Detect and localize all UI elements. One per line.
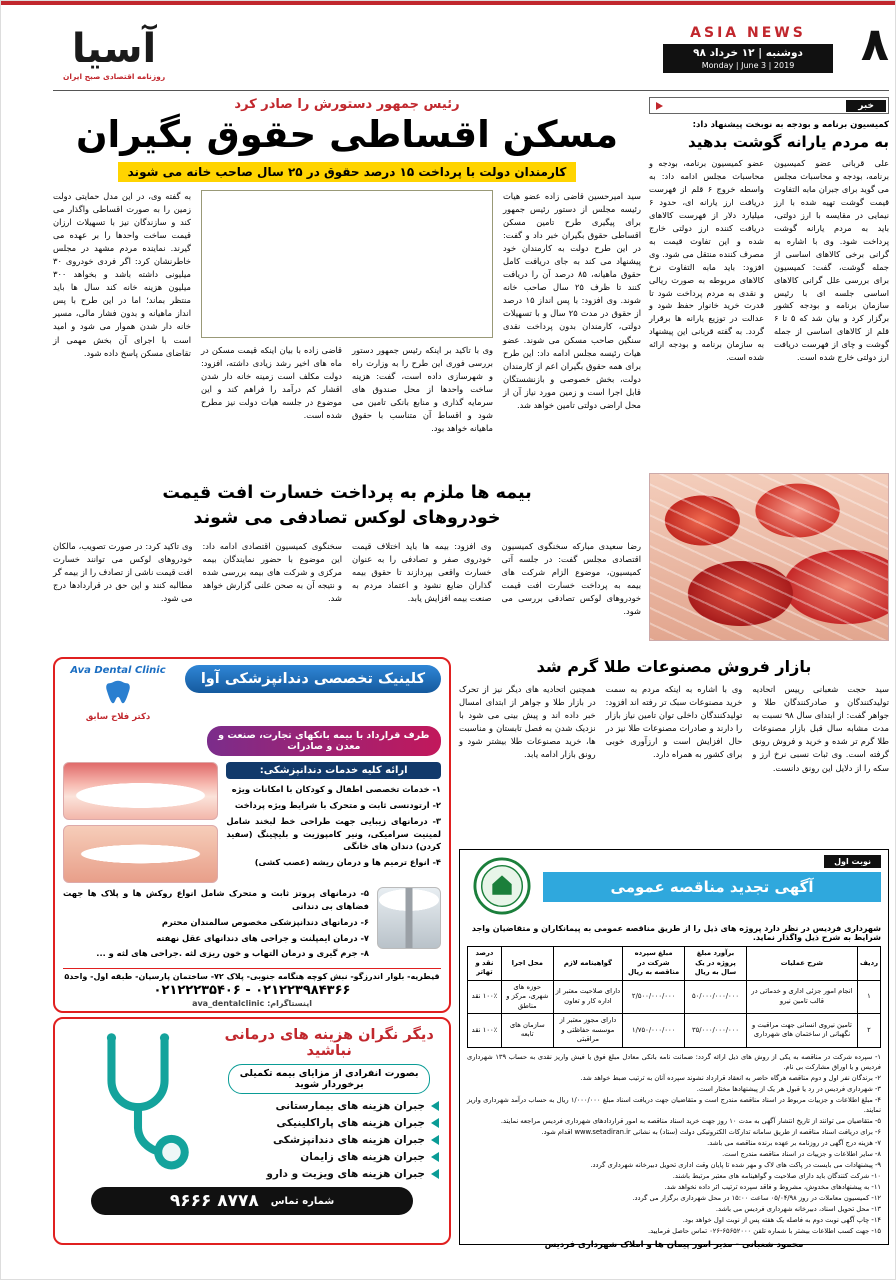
benefit-item: [219, 1134, 439, 1146]
tender-table: [467, 946, 881, 1048]
headline-line: خودروهای لوکس تصادفی می شوند: [193, 508, 501, 529]
tender-note: ۱۴- چاپ آگهی نوبت دوم به فاصله یک هفته پس از نوبت اول خواهد بود.: [682, 1216, 881, 1225]
article-subtitle: کارمندان دولت با پرداخت ۱۵ درصد حقوق در ۲۵ سال صاحب خانه می شوند: [118, 162, 577, 182]
cell-cash: ۱۰۰٪ نقد: [468, 1014, 502, 1048]
arrow-bullet-icon: [431, 1118, 439, 1128]
benefit-label: جبران هزینه های دندانپزشکی: [273, 1134, 425, 1146]
tender-note: ۱۲- کمیسیون معاملات در روز ۰۵/۰۴/۹۸ ساعت ۱۵:۰۰ در محل شهرداری برگزار می گردد.: [632, 1194, 881, 1203]
body-column: علی قربانی عضو کمیسیون برنامه، بودجه و محاسبات مجلس می گوید برای جبران مابه التفاوت قیمت گوشت تهیه شده با ارز نیمایی در مقایسه با ارز دولتی، باید به مردم یارانه گوشت پرداخت شود. وی با اشاره به گرانی برخی کالاهای اساسی از جمله گوشت، گفت: کمیسیون برای بررسی علل گرانی کالاهای اساسی جلسه ای با رئیس سازمان برنامه و بودجه کشور برگزار کرد و بیان شد که ۵ تا ۶ قلم از کالاهای اساسی از جمله گوشت و چای از فهرست دریافت ارز دولتی خارج شده است.: [774, 158, 889, 363]
date-box: [663, 44, 833, 73]
cell-cash: ۱۰۰٪ نقد: [468, 980, 502, 1014]
article-kicker: رئیس جمهور دستورش را صادر کرد: [234, 97, 460, 112]
service-item: ۸- جرم گیری و درمان التهاب و خون ریزی لثه .جراحی های لثه و ...: [96, 948, 369, 959]
service-item: ۲- ارتودنسی ثابت و متحرک با شرایط ویژه پرداخت: [234, 799, 441, 810]
municipality-emblem-icon: [473, 857, 531, 915]
body-column: قاضی زاده با بیان اینکه قیمت مسکن در ماه های اخیر رشد زیادی داشته، افزود: دولت مکلف است زمینه خانه دار شدن اقشار کم درآمد را فراهم کند و این موضوع در جلسه هیات دولت نیز مطرح شده است.: [201, 344, 342, 421]
tender-note: ۸- سایر اطلاعات و جزییات در اسناد مناقصه مندرج است.: [722, 1150, 881, 1159]
services-list-a: [226, 783, 441, 869]
article-headline: بازار فروش مصنوعات طلا گرم شد: [536, 657, 812, 676]
article-center: [201, 190, 493, 448]
tender-signature: محمود شعبانی - مدیر امور پیمان ها و املاک شهرداری فردیس: [544, 1240, 804, 1251]
benefit-label: جبران هزینه های بیمارستانی: [275, 1100, 425, 1112]
stethoscope-image: [65, 1027, 211, 1185]
brand-name: ASIA NEWS: [690, 25, 806, 41]
cell-no: ۲: [857, 1014, 880, 1048]
body-column: وی تاکید کرد: در صورت تصویب، مالکان خودروهای لوکس می توانند خسارت افت قیمت ناشی از تصادف را از بیمه گر مطالبه کنند و این حق در قراردادها درج می شود.: [53, 540, 193, 604]
body-column: به گفته وی، در این مدل حمایتی دولت زمین را به صورت اقساطی واگذار می کند و سازندگان نیز با تسهیلات ارزان قیمت ساخت واحدها را بر عهده می گیرند. نماینده مردم مشهد در مجلس خاطرنشان کرد: اگر فردی خودروی ۳۰ میلیونی داشته باشد و بخواهد ۳۰۰ میلیون هزینه خانه کند سال ها باید منتظر بماند؛ اما در این طرح با پس انداز ماهیانه و بدون فشار مالی، مسیر خانه دار شدن هموار می شود و امید است با اجرای آن بخش مهمی از تقاضای مسکن پاسخ داده شود.: [53, 190, 191, 358]
cell-deposit: ۱/۷۵۰/۰۰۰/۰۰۰: [623, 1014, 685, 1048]
col-header: شرح عملیات: [746, 947, 857, 981]
benefit-label: جبران هزینه های ویزیت و دارو: [266, 1168, 425, 1180]
tender-note: ۹- پیشنهادات می بایست در پاکت های لاک و مهر شده تا پایان وقت اداری تحویل دبیرخانه شهرداری گردد.: [590, 1161, 881, 1170]
table-header-row: [468, 947, 881, 981]
arrow-bullet-icon: [431, 1135, 439, 1145]
services-list-b: [63, 887, 369, 963]
tender-note: ۱- سپرده شرکت در مناقصه به یکی از روش های ذیل ارائه گردد: ضمانت نامه بانکی معادل مبلغ فوق یا فیش واریز نقدی به حساب ۱۳۹ شهرداری فردیس و یا اوراق مشارکت بی نام.: [467, 1052, 881, 1071]
date-persian: دوشنبه | ۱۲ خرداد ۹۸: [693, 47, 803, 59]
ad-content: [65, 1027, 439, 1185]
tooth-icon: [103, 677, 133, 707]
ad-footer: [63, 968, 441, 1008]
benefit-item: [219, 1100, 439, 1112]
table-row: [468, 1014, 881, 1048]
tender-note: ۵- متقاضیان می توانند از تاریخ انتشار آگهی به مدت ۱۰ روز جهت خرید اسناد مناقصه به امور قراردادهای شهرداری فردیس مراجعه نمایند.: [500, 1116, 881, 1125]
benefit-item: [219, 1168, 439, 1180]
article-body: [53, 540, 641, 644]
table-row: [468, 980, 881, 1014]
section-label: خبر: [846, 100, 886, 112]
clinic-title: کلینیک تخصصی دندانپزشکی آوا: [185, 665, 441, 693]
tender-note: ۱۰- شرکت کنندگان باید دارای صلاحیت و گواهینامه های معتبر مرتبط باشند.: [672, 1172, 881, 1181]
arrow-bullet-icon: [431, 1169, 439, 1179]
arrow-bullet-icon: [431, 1101, 439, 1111]
clinic-name-en: Ava Dental Clinic: [70, 665, 166, 676]
service-item: ۷- درمان ایمپلنت و جراحی های دندانهای عقل نهفته: [156, 932, 369, 943]
gold-article: [459, 657, 889, 845]
phone-number: ۹۶۶۶ ۸۷۷۸: [169, 1191, 259, 1211]
article-headline: [53, 481, 641, 532]
article-body: [459, 683, 889, 833]
insurance-article: [53, 481, 641, 653]
cell-location: سازمان های تابعه: [501, 1014, 553, 1048]
phone-label: شماره تماس: [270, 1195, 335, 1207]
tender-note: ۳- شهرداری فردیس در رد یا قبول هر یک از پیشنهادها مختار است.: [696, 1084, 881, 1093]
tender-notice: [459, 849, 889, 1251]
col-header: درصد نقد و تهاتر: [468, 947, 502, 981]
body-column: رضا سعیدی مبارکه سخنگوی کمیسیون اقتصادی مجلس گفت: در جلسه آتی کمیسیون، موضوع الزام شرکت های بیمه به پرداخت خسارت افت قیمت خودروهای لوکس تصادفی بررسی می شود.: [501, 540, 641, 617]
cell-deposit: ۲/۵۰۰/۰۰۰/۰۰۰: [623, 980, 685, 1014]
meat-photo: [649, 473, 889, 641]
services-block: [226, 762, 441, 883]
col-header: محل اجرا: [501, 947, 553, 981]
tender-note: ۴- مبلغ اطلاعات و جزییات مربوط در اسناد مناقصه مندرج است و متقاضیان جهت دریافت اسناد مبلغ ۱/۰۰۰/۰۰۰ ریال به حساب درآمد شهرداری واریز نمایند.: [467, 1095, 882, 1114]
insurance-banner: طرف قرارداد با بیمه بانکهای تجارت، صنعت و معدن و صادرات: [207, 726, 441, 756]
benefit-label: جبران هزینه های زایمان: [300, 1151, 425, 1163]
article-body: [649, 157, 889, 449]
cell-no: ۱: [857, 980, 880, 1014]
newspaper-logo: [63, 27, 165, 81]
doctor-name: دکتر فلاح سابق: [85, 712, 151, 722]
col-header: گواهینامه لازم: [553, 947, 623, 981]
tender-note: ۱۵- جهت کسب اطلاعات بیشتر با شماره تلفن ۶۵۶۵۲۰۰۰-۰۲۶ تماس حاصل فرمایید.: [647, 1227, 881, 1236]
stethoscope-icon: [78, 1031, 198, 1181]
ad-headline: دیگر نگران هزینه های درمانی نباشید: [224, 1027, 434, 1059]
article-headline: مسکن اقساطی حقوق بگیران: [75, 113, 619, 156]
article-body: [53, 190, 641, 448]
clinic-logo: [63, 665, 173, 722]
tender-header: [467, 855, 881, 921]
living-room-photo: [201, 190, 493, 338]
ad-lower: [63, 887, 441, 963]
masthead: [53, 17, 889, 91]
article-headline: به مردم یارانه گوشت بدهید: [688, 133, 889, 151]
service-item: ۵- درمانهای پروتز ثابت و متحرک شامل انواع روکش ها و پلاک ها جهت فضاهای بی دندانی: [63, 888, 369, 911]
lead-article: [53, 97, 641, 471]
ad-text-block: [219, 1027, 439, 1185]
dental-clinic-ad: [53, 657, 451, 1013]
phone-bar: [91, 1187, 413, 1215]
tender-intro: شهرداری فردیس در نظر دارد پروژه های ذیل را از طریق مناقصه عمومی به پیمانکاران و متقاضیان واجد شرایط به شرح ذیل واگذار نماید.: [471, 924, 881, 942]
services-title: ارائه کلیه خدمات دندانپزشکی:: [226, 762, 441, 779]
ad-header: [63, 665, 441, 722]
ad-subtitle: بصورت انفرادی از مزایای بیمه تکمیلی برخوردار شوید: [228, 1064, 430, 1094]
col-header: برآورد مبلغ پروژه در یک سال به ریال: [685, 947, 747, 981]
logo-wordmark: آسیا: [71, 26, 157, 72]
section-marker-icon: [656, 102, 663, 110]
tender-notes: [467, 1052, 881, 1237]
tender-note: ۷- هزینه درج آگهی در روزنامه بر عهده برنده مناقصه می باشد.: [707, 1139, 881, 1148]
teeth-photo: [63, 825, 218, 883]
cell-desc: تامین نیروی انسانی جهت مراقبت و نگهبانی از ساختمان های شهرداری: [746, 1014, 857, 1048]
implant-photo: [377, 887, 441, 949]
body-column: وی با تاکید بر اینکه رئیس جمهور دستور بررسی فوری این طرح را به وزارت راه و شهرسازی داده است، گفت: هزینه ساخت واحدها از محل صندوق های سرمایه گذاری و منابع بانکی تامین می شود و اقساط آن متناسب با حقوق ماهیانه خواهد بود.: [352, 344, 493, 434]
article-kicker: کمیسیون برنامه و بودجه به نوبخت پیشنهاد داد:: [692, 120, 889, 130]
table-body: [468, 980, 881, 1047]
body-column: وی با اشاره به اینکه مردم به سمت خرید مصنوعات سبک تر رفته اند افزود: تولیدکنندگان داخلی توان تامین نیاز بازار را دارند و صادرات مصنوعات طلا نیز در حال افزایش است و ارزآوری خوبی برای کشور به همراه دارد.: [605, 684, 743, 760]
top-rule: [1, 1, 895, 5]
body-column: وی افزود: بیمه ها باید اختلاف قیمت خودروی صفر و تصادفی را به عنوان خسارت واقعی بپردازند تا حقوق بیمه گذاران ضایع نشود و اعتماد مردم به صنعت بیمه افزایش یابد.: [352, 540, 492, 604]
center-columns: [201, 344, 493, 448]
date-english: Monday | June 3 | 2019: [701, 61, 795, 70]
benefit-label: جبران هزینه های پاراکلینیکی: [276, 1117, 425, 1129]
cell-cert: دارای مجوز معتبر از موسسه حفاظتی و مراقبتی: [553, 1014, 623, 1048]
benefits-list: [219, 1100, 439, 1180]
arrow-bullet-icon: [431, 1152, 439, 1162]
tender-note: ۱۳- محل تحویل اسناد، دبیرخانه شهرداری فردیس می باشد.: [715, 1205, 881, 1214]
teeth-photos: [63, 762, 218, 883]
smile-photo: [63, 762, 218, 820]
tender-note: ۶- برای دریافت اسناد مناقصه از طریق سامانه تدارکات الکترونیکی دولت (ستاد) به نشانی www.setadiran.ir اقدام شود.: [541, 1127, 881, 1136]
brand-block: [663, 25, 833, 73]
insurance-ad: [53, 1017, 451, 1245]
body-column: سید امیرحسین قاضی زاده عضو هیات رئیسه مجلس از دستور رئیس جمهور برای پیگیری طرح تامین مسکن اقساطی حقوق بگیران خبر داد و گفت: در این طرح دولت به کارمندان خود پیشنهاد می کند به جای دریافت کامل حقوق ماهیانه، ۸۵ درصد آن را دریافت کنند تا ظرف ۲۵ سال صاحب خانه شوند. وی افزود: با پس انداز ۱۵ درصد از حقوق در مدت ۲۵ سال و با تسهیلات دولتی، کارمندان بدون پرداخت نقدی سنگین صاحب مسکن می شوند. عضو هیات رئیسه مجلس ادامه داد: این طرح برای همه حقوق بگیران اعم از کارمندان دولت، بخش خصوصی و بازنشستگان قابل اجرا است و زمین مورد نیاز آن از محل اراضی دولتی تامین خواهد شد.: [503, 190, 642, 411]
side-news-column: [649, 97, 889, 471]
service-item: ۳- درمانهای زیبایی جهت طراحی خط لبخند شامل لمینیت سرامیکی، ونیر کامپوزیت و بلیچینگ (سفید کردن) دندان های خانگی: [226, 815, 441, 852]
col-header: مبلغ سپرده شرکت در مناقصه به ریال: [623, 947, 685, 981]
body-column: عضو کمیسیون برنامه، بودجه و محاسبات مجلس ادامه داد: به واسطه خروج ۶ قلم از فهرست دریافت ارز یارانه ای، حدود ۶ میلیارد دلار از فهرست کالاهای دریافت کننده ارز دولتی خارج شده و این تفاوت قیمت به مصرف کننده منتقل می شود. وی افزود: باید مابه التفاوت نرخ کالاهای مربوطه به صورت ریالی و نقدی به مردم پرداخت شود تا قدرت خرید خانوار حفظ شود و عدالت در توزیع یارانه ها برقرار گردد. به گفته قربانی این پیشنهاد به سازمان برنامه و بودجه ارائه شده است.: [649, 158, 765, 363]
cell-location: حوزه های شهری، مرکز و مناطق: [501, 980, 553, 1014]
cell-cert: دارای صلاحیت معتبر از اداره کار و تعاون: [553, 980, 623, 1014]
cell-estimate: ۵۰/۰۰۰/۰۰۰/۰۰۰: [685, 980, 747, 1014]
tender-note: ۲- برندگان نفر اول و دوم مناقصه هرگاه حاضر به انعقاد قرارداد نشوند سپرده آنان به ترتیب ضبط خواهد شد.: [580, 1073, 881, 1082]
cell-desc: انجام امور جزئی اداری و خدماتی در قالب تامین نیرو: [746, 980, 857, 1014]
clinic-instagram: اینستاگرام: ava_dentalclinic: [192, 999, 312, 1009]
service-item: ۶- درمانهای دندانپزشکی مخصوص سالمندان محترم: [161, 916, 369, 927]
headline-line: بیمه ها ملزم به پرداخت خسارت افت قیمت: [162, 483, 532, 503]
benefit-item: [219, 1117, 439, 1129]
benefit-item: [219, 1151, 439, 1163]
body-column: سخنگوی کمیسیون اقتصادی ادامه داد: این موضوع با حضور نمایندگان بیمه مرکزی و شرکت های بیمه بررسی شده و نتیجه آن به صحن علنی گزارش خواهد شد.: [202, 540, 342, 604]
clinic-phones: ۰۲۱۲۲۲۳۵۴۰۶ - ۰۲۱۲۲۳۹۸۴۳۶۶: [153, 983, 351, 999]
page-number: ۸: [860, 17, 889, 71]
tender-title: آگهی تجدید مناقصه عمومی: [543, 872, 881, 902]
ad-main: [63, 762, 441, 883]
col-header: ردیف: [857, 947, 880, 981]
body-column: همچنین اتحادیه های دیگر نیز از تحرک در بازار طلا و جواهر از ابتدای امسال خبر داده اند و پیش بینی می شود با نزدیک شدن به فصل تابستان و مناسبت ها، خرید مصنوعات طلا بیشتر شود و رونق بازار ادامه یابد.: [458, 684, 596, 760]
body-column: سید حجت شعبانی رییس اتحادیه تولیدکنندگان و صادرکنندگان طلا و جواهر گفت: از ابتدای سال ۹۸ نسبت به مدت مشابه سال قبل بازار مصنوعات طلا گرم تر شده و خرید و فروش رونق گرفته است. وی ثبات نسبی نرخ ارز و سکه را از دلایل این رونق دانست.: [752, 684, 889, 773]
clinic-address: قیطریه- بلوار اندرزگو- نبش کوچه هنگامه جنوبی- پلاک ۷۲- ساختمان پارسیان- طبقه اول- واحد۵: [64, 972, 440, 982]
section-bar: [649, 97, 889, 114]
logo-tagline: روزنامه اقتصادی صبح ایران: [63, 72, 166, 81]
service-item: ۴- انواع ترمیم ها و درمان ریشه (عصب کشی): [254, 857, 441, 868]
tender-slot-badge: نوبت اول: [824, 855, 881, 868]
cell-estimate: ۳۵/۰۰۰/۰۰۰/۰۰۰: [685, 1014, 747, 1048]
service-item: ۱- خدمات تخصصی اطفال و کودکان با امکانات ویژه: [231, 784, 441, 794]
tender-note: ۱۱- به پیشنهادهای مخدوش، مشروط و فاقد سپرده ترتیب اثر داده نخواهد شد.: [664, 1183, 881, 1192]
